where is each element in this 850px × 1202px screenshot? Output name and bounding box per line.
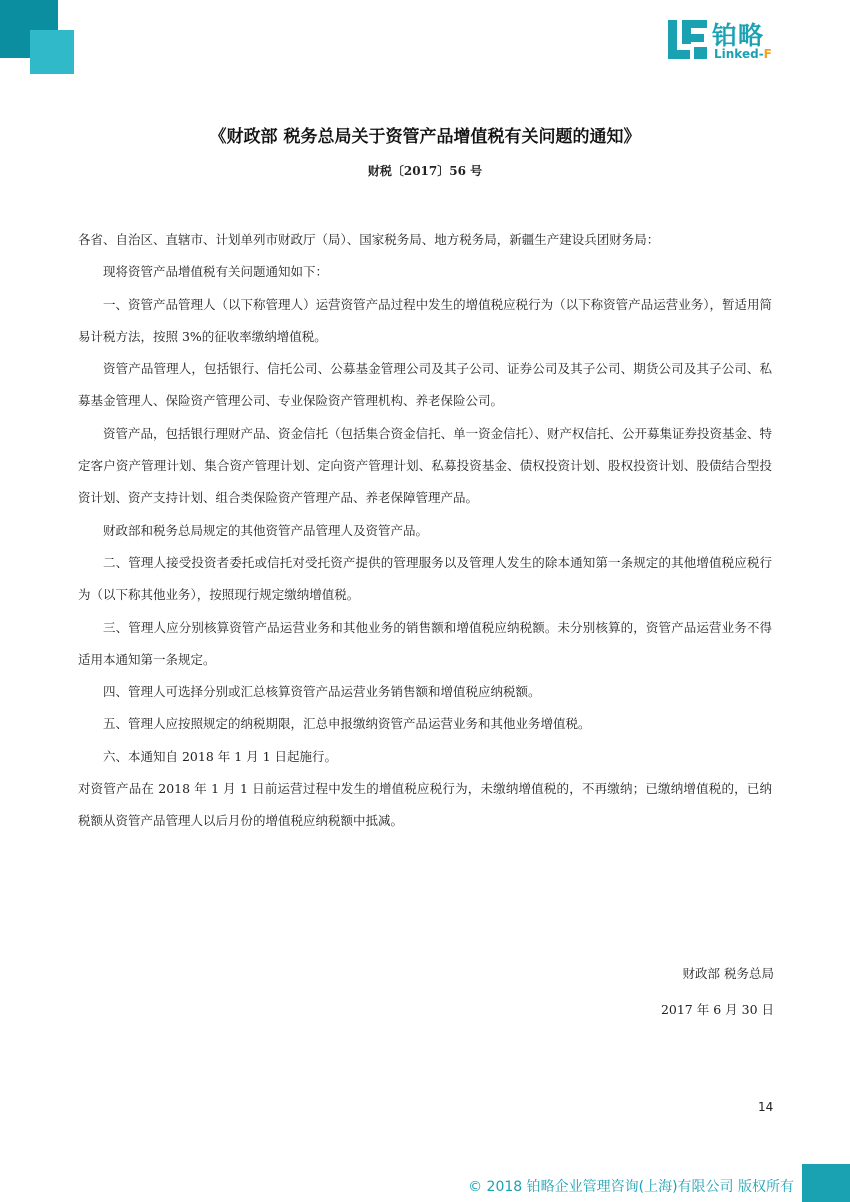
copyright-footer: © 2018 铂略企业管理咨询(上海)有限公司 版权所有 bbox=[468, 1179, 794, 1195]
body-paragraph: 资管产品，包括银行理财产品、资金信托（包括集合资金信托、单一资金信托）、财产权信托、公开募集证券投资基金、特定客户资产管理计划、集合资产管理计划、定向资产管理计划、私募投资基金、债权投资计划、股权投资计划、股债结合型投资计划、资产支持计划、组合类保险资产管理产品、养老保障管理产品。 bbox=[78, 425, 772, 506]
body-paragraph: 六、本通知自 2018 年 1 月 1 日起施行。 bbox=[103, 748, 338, 764]
linked-f-logo bbox=[668, 18, 796, 64]
signature-organization: 财政部 税务总局 bbox=[682, 966, 774, 981]
document-body bbox=[78, 224, 772, 838]
body-paragraph: 四、管理人可选择分别或汇总核算资管产品运营业务销售额和增值税应纳税额。 bbox=[103, 684, 541, 700]
footer-corner-decoration bbox=[802, 1164, 850, 1202]
body-paragraph: 五、管理人应按照规定的纳税期限，汇总申报缴纳资管产品运营业务和其他业务增值税。 bbox=[103, 716, 591, 732]
logo-english-main: Linked- bbox=[714, 47, 764, 61]
logo-english-name bbox=[714, 47, 772, 61]
signature-date: 2017 年 6 月 30 日 bbox=[660, 1002, 774, 1017]
body-paragraph: 财政部和税务总局规定的其他资管产品管理人及资管产品。 bbox=[103, 522, 429, 538]
body-paragraph: 三、管理人应分别核算资管产品运营业务和其他业务的销售额和增值税应纳税额。未分别核算的，资管产品运营业务不得适用本通知第一条规定。 bbox=[78, 619, 772, 667]
body-paragraph: 一、资管产品管理人（以下称管理人）运营资管产品过程中发生的增值税应税行为（以下称资管产品运营业务），暂适用简易计税方法，按照 3%的征收率缴纳增值税。 bbox=[78, 296, 772, 344]
page-number: 14 bbox=[758, 1100, 774, 1114]
logo-mark-icon bbox=[668, 20, 708, 60]
logo-chinese-name: 铂略 bbox=[712, 21, 765, 50]
addressee-paragraph: 各省、自治区、直辖市、计划单列市财政厅（局）、国家税务局、地方税务局，新疆生产建设兵团财务局： bbox=[78, 232, 660, 247]
body-paragraph: 资管产品管理人，包括银行、信托公司、公募基金管理公司及其子公司、证券公司及其子公司、期货公司及其子公司、私募基金管理人、保险资产管理公司、专业保险资产管理机构、养老保险公司。 bbox=[78, 361, 772, 409]
logo-english-accent: F bbox=[763, 47, 772, 61]
document-title: 《财政部 税务总局关于资管产品增值税有关问题的通知》 bbox=[209, 127, 641, 147]
document-number: 财税〔2017〕56 号 bbox=[367, 164, 483, 178]
corner-decoration-light bbox=[30, 30, 74, 74]
body-paragraph: 二、管理人接受投资者委托或信托对受托资产提供的管理服务以及管理人发生的除本通知第一条规定的其他增值税应税行为（以下称其他业务），按照现行规定缴纳增值税。 bbox=[78, 554, 772, 603]
body-paragraph: 现将资管产品增值税有关问题通知如下： bbox=[103, 264, 329, 280]
body-paragraph: 对资管产品在 2018 年 1 月 1 日前运营过程中发生的增值税应税行为，未缴纳增值税的，不再缴纳；已缴纳增值税的，已纳税额从资管产品管理人以后月份的增值税应纳税额中抵减。 bbox=[78, 781, 772, 829]
